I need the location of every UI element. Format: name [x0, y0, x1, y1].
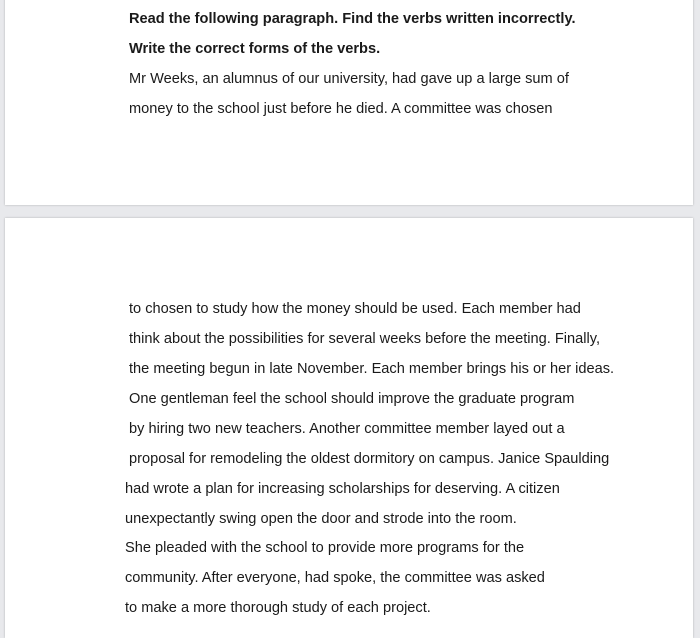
paragraph-line: the meeting begun in late November. Each member brings his or her ideas.: [129, 361, 615, 377]
paragraph-line: had wrote a plan for increasing scholarships for deserving. A citizen: [125, 481, 560, 497]
paragraph-line: Mr Weeks, an alumnus of our university, had gave up a large sum of: [129, 71, 569, 87]
paragraph-line: unexpectantly swing open the door and strode into the room.: [125, 511, 517, 527]
paragraph-line: proposal for remodeling the oldest dormitory on campus. Janice Spaulding: [129, 451, 610, 467]
instruction-line-2: Write the correct forms of the verbs.: [129, 41, 381, 57]
document-page-2: [5, 218, 693, 638]
paragraph-line: to make a more thorough study of each project.: [125, 600, 431, 616]
paragraph-line: by hiring two new teachers. Another committee member layed out a: [129, 421, 565, 437]
paragraph-line: One gentleman feel the school should improve the graduate program: [129, 391, 575, 407]
paragraph-line: think about the possibilities for several weeks before the meeting. Finally,: [129, 331, 601, 347]
instruction-line-1: Read the following paragraph. Find the verbs written incorrectly.: [129, 11, 576, 27]
paragraph-line: to chosen to study how the money should be used. Each member had: [129, 301, 581, 317]
paragraph-line: money to the school just before he died. A committee was chosen: [129, 101, 553, 117]
paragraph-line: community. After everyone, had spoke, the committee was asked: [125, 570, 545, 586]
document-page-1: [5, 0, 693, 205]
paragraph-line: She pleaded with the school to provide more programs for the: [125, 540, 525, 556]
